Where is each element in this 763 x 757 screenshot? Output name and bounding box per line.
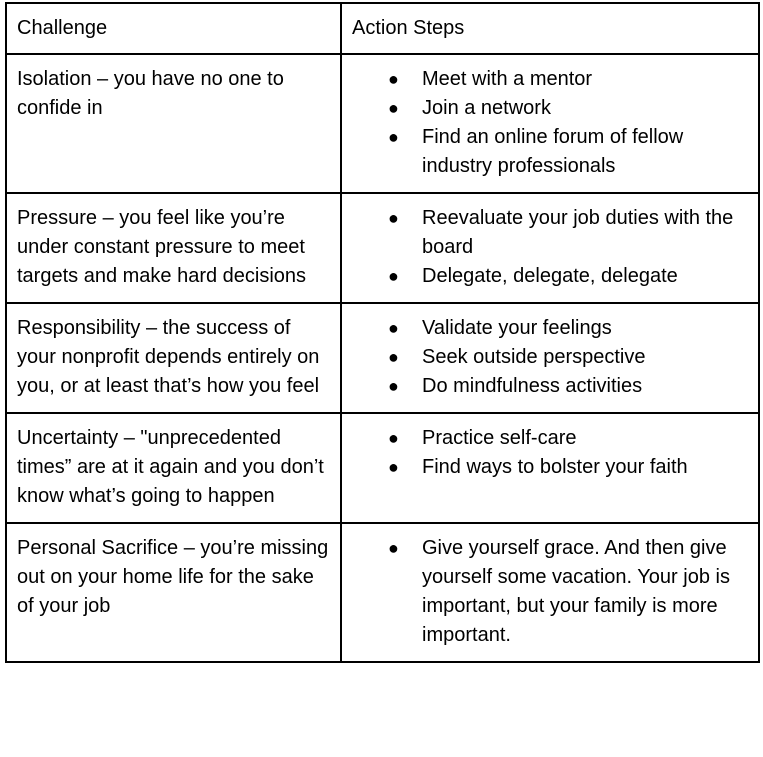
table-row bbox=[6, 54, 759, 193]
bullet-icon: ● bbox=[388, 98, 399, 118]
bullet-icon: ● bbox=[388, 208, 399, 228]
action-step-text: Practice self-care bbox=[422, 427, 577, 449]
action-steps-cell bbox=[341, 193, 759, 303]
table-row bbox=[6, 303, 759, 413]
action-step-text: Delegate, delegate, delegate bbox=[422, 265, 678, 287]
list-item bbox=[352, 94, 748, 123]
list-item bbox=[352, 453, 748, 482]
list-item bbox=[352, 123, 748, 181]
bullet-icon: ● bbox=[388, 428, 399, 448]
header-challenge: Challenge bbox=[6, 3, 341, 54]
action-step-text: Validate your feelings bbox=[422, 317, 612, 339]
bullet-icon: ● bbox=[388, 318, 399, 338]
action-steps-list bbox=[352, 424, 748, 482]
list-item bbox=[352, 65, 748, 94]
bullet-icon: ● bbox=[388, 69, 399, 89]
list-item bbox=[352, 424, 748, 453]
action-step-text: Give yourself grace. And then give yourself some vacation. Your job is important, but your family is more important. bbox=[422, 537, 730, 646]
bullet-icon: ● bbox=[388, 538, 399, 558]
action-steps-list bbox=[352, 65, 748, 181]
bullet-icon: ● bbox=[388, 266, 399, 286]
challenge-cell: Uncertainty – "unprecedented times” are at it again and you don’t know what’s going to happen bbox=[6, 413, 341, 523]
action-steps-cell bbox=[341, 413, 759, 523]
challenge-cell: Personal Sacrifice – you’re missing out on your home life for the sake of your job bbox=[6, 523, 341, 662]
challenge-cell: Pressure – you feel like you’re under constant pressure to meet targets and make hard decisions bbox=[6, 193, 341, 303]
bullet-icon: ● bbox=[388, 376, 399, 396]
list-item bbox=[352, 534, 748, 650]
list-item bbox=[352, 314, 748, 343]
action-steps-list bbox=[352, 314, 748, 401]
list-item bbox=[352, 343, 748, 372]
list-item bbox=[352, 372, 748, 401]
action-steps-cell bbox=[341, 523, 759, 662]
bullet-icon: ● bbox=[388, 457, 399, 477]
table-row bbox=[6, 413, 759, 523]
challenge-cell: Isolation – you have no one to confide in bbox=[6, 54, 341, 193]
action-step-text: Find ways to bolster your faith bbox=[422, 456, 688, 478]
challenge-action-table bbox=[5, 2, 760, 663]
challenge-cell: Responsibility – the success of your nonprofit depends entirely on you, or at least that’s how you feel bbox=[6, 303, 341, 413]
table-header-row bbox=[6, 3, 759, 54]
action-steps-cell bbox=[341, 54, 759, 193]
bullet-icon: ● bbox=[388, 127, 399, 147]
action-steps-list bbox=[352, 204, 748, 291]
action-step-text: Join a network bbox=[422, 97, 551, 119]
action-step-text: Do mindfulness activities bbox=[422, 375, 643, 397]
bullet-icon: ● bbox=[388, 347, 399, 367]
list-item bbox=[352, 262, 748, 291]
header-action-steps: Action Steps bbox=[341, 3, 759, 54]
action-steps-cell bbox=[341, 303, 759, 413]
action-step-text: Seek outside perspective bbox=[422, 346, 646, 368]
list-item bbox=[352, 204, 748, 262]
action-step-text: Reevaluate your job duties with the board bbox=[422, 207, 734, 258]
action-steps-list bbox=[352, 534, 748, 650]
table-row bbox=[6, 523, 759, 662]
table-row bbox=[6, 193, 759, 303]
action-step-text: Meet with a mentor bbox=[422, 68, 593, 90]
action-step-text: Find an online forum of fellow industry professionals bbox=[422, 126, 684, 177]
